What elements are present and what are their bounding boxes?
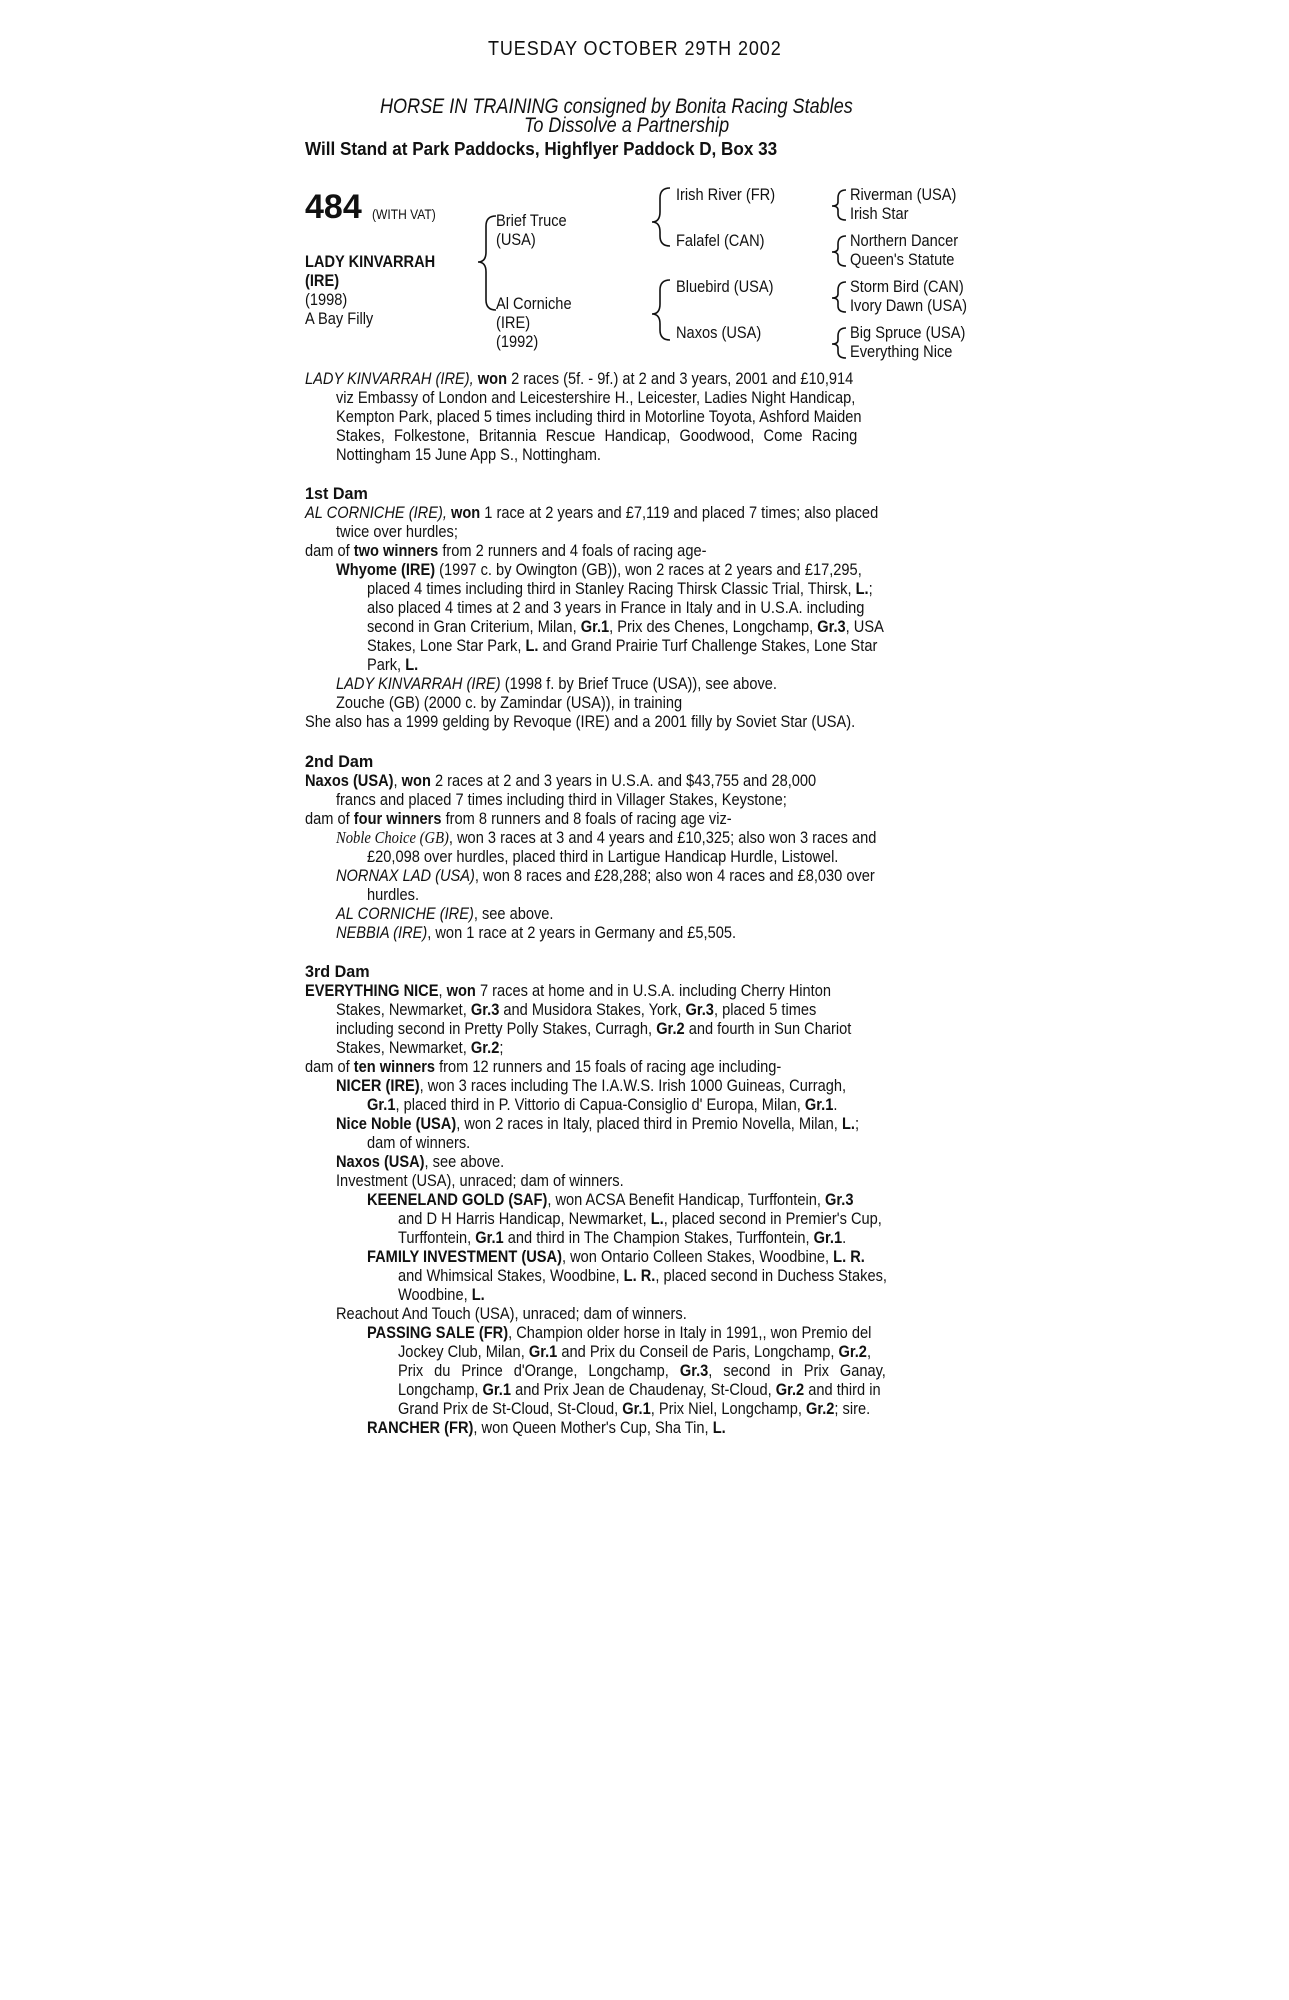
pedigree-gen2-2: Falafel (CAN) bbox=[676, 231, 765, 250]
second-dam-text-1: 2 races at 2 and 3 years in U.S.A. and $43,755 and 28,000 bbox=[434, 771, 817, 790]
whyome-name: Whyome (IRE) bbox=[336, 560, 436, 579]
whyome-listed-1: L. bbox=[855, 579, 869, 598]
ps-4e: and third in bbox=[808, 1380, 881, 1399]
td-3b: Gr.2 bbox=[656, 1019, 685, 1038]
passing-sale-line-5 bbox=[398, 1399, 870, 1418]
nice-noble-text-1: , won 2 races in Italy, placed third in Premio Novella, Milan, bbox=[456, 1114, 838, 1133]
third-dam-won: won bbox=[446, 981, 476, 1000]
third-dam-title: 3rd Dam bbox=[305, 962, 370, 981]
ps-3a: Prix du Prince d'Orange, Longchamp, bbox=[398, 1361, 669, 1380]
third-dam-dam-of: dam of bbox=[305, 1057, 350, 1076]
td-4b: Gr.2 bbox=[470, 1038, 500, 1057]
whyome-punct-1: ; bbox=[868, 579, 873, 598]
ps-4c: and Prix Jean de Chaudenay, St-Cloud, bbox=[515, 1380, 772, 1399]
whyome-text-6a: Park, bbox=[367, 655, 402, 674]
horse-name-suffix: (IRE) bbox=[305, 271, 340, 290]
td-3c: and fourth in Sun Chariot bbox=[688, 1019, 852, 1038]
td-2a: Stakes, Newmarket, bbox=[336, 1000, 467, 1019]
pedigree-gen3-8: Everything Nice bbox=[850, 342, 953, 361]
intro-line-1 bbox=[305, 369, 853, 388]
nebbia-line bbox=[336, 923, 736, 942]
second-dam-name: Naxos (USA) bbox=[305, 771, 394, 790]
fi-2a: and Whimsical Stakes, Woodbine, bbox=[398, 1266, 620, 1285]
ps-2e: , bbox=[866, 1342, 872, 1361]
family-investment-line-1 bbox=[367, 1247, 865, 1266]
second-dam-title: 2nd Dam bbox=[305, 752, 374, 771]
second-dam-line-2: francs and placed 7 times including third in Villager Stakes, Keystone; bbox=[336, 790, 787, 809]
third-dam-winners: ten winners bbox=[353, 1057, 436, 1076]
dam-year: (1992) bbox=[496, 332, 539, 351]
nice-noble-line-1 bbox=[336, 1114, 859, 1133]
passing-sale-name: PASSING SALE (FR) bbox=[367, 1323, 509, 1342]
ps-3c: , second in Prix Ganay, bbox=[708, 1361, 886, 1380]
al-corniche-ref bbox=[336, 904, 553, 923]
consignment-line: HORSE IN TRAINING consigned by Bonita Racing Stables bbox=[380, 95, 853, 118]
nebbia-name: NEBBIA (IRE) bbox=[336, 923, 428, 942]
second-dam-winners: four winners bbox=[353, 809, 442, 828]
td-3a: including second in Pretty Polly Stakes, Curragh, bbox=[336, 1019, 653, 1038]
td-2c: and Musidora Stakes, York, bbox=[503, 1000, 682, 1019]
ps-5e: ; sire. bbox=[834, 1399, 871, 1418]
first-dam-produce-text: from 2 runners and 4 foals of racing age- bbox=[442, 541, 707, 560]
fi-1b: L. R. bbox=[833, 1247, 865, 1266]
kg-1a: , won ACSA Benefit Handicap, Turffontein, bbox=[547, 1190, 821, 1209]
third-dam-produce-text: from 12 runners and 15 foals of racing age including- bbox=[439, 1057, 782, 1076]
passing-sale-line-4 bbox=[398, 1380, 881, 1399]
td-2e: , placed 5 times bbox=[713, 1000, 817, 1019]
partnership-line: To Dissolve a Partnership bbox=[524, 114, 730, 137]
second-dam-dam-of: dam of bbox=[305, 809, 350, 828]
fi-3b: L. bbox=[471, 1285, 485, 1304]
nicer-gr1-b: Gr.1 bbox=[804, 1095, 834, 1114]
second-dam-line-1: Naxos (USA), won 2 races at 2 and 3 years in U.S.A. and $43,755 and 28,000 bbox=[305, 771, 817, 790]
kg-2a: and D H Harris Handicap, Newmarket, bbox=[398, 1209, 647, 1228]
intro-won: won bbox=[477, 369, 508, 388]
ps-5d: Gr.2 bbox=[805, 1399, 835, 1418]
third-dam-line-1: EVERYTHING NICE, won 7 races at home and in U.S.A. including Cherry Hinton bbox=[305, 981, 832, 1000]
rancher-line bbox=[367, 1418, 726, 1437]
pedigree-gen2-3: Bluebird (USA) bbox=[676, 277, 774, 296]
rancher-text: , won Queen Mother's Cup, Sha Tin, bbox=[473, 1418, 709, 1437]
pedigree-gen3-5: Storm Bird (CAN) bbox=[850, 277, 964, 296]
whyome-listed-2: L. bbox=[525, 636, 539, 655]
fi-2b: L. R. bbox=[623, 1266, 656, 1285]
pedigree-gen3-1: Riverman (USA) bbox=[850, 185, 957, 204]
nice-noble-listed: L. bbox=[841, 1114, 855, 1133]
ps-1: , Champion older horse in Italy in 1991,, won Premio del bbox=[508, 1323, 872, 1342]
fi-2c: , placed second in Duchess Stakes, bbox=[655, 1266, 887, 1285]
whyome-listed-3: L. bbox=[405, 655, 419, 674]
kg-3d: Gr.1 bbox=[813, 1228, 843, 1247]
ps-2d: Gr.2 bbox=[838, 1342, 867, 1361]
pedigree-gen3-7: Big Spruce (USA) bbox=[850, 323, 966, 342]
pedigree-gen3-6: Ivory Dawn (USA) bbox=[850, 296, 967, 315]
intro-line-2: viz Embassy of London and Leicestershire H., Leicester, Ladies Night Handicap, bbox=[336, 388, 856, 407]
first-dam-dam-of: dam of bbox=[305, 541, 350, 560]
kg-3a: Turffontein, bbox=[398, 1228, 472, 1247]
whyome-text-4c: , Prix des Chenes, Longchamp, bbox=[609, 617, 814, 636]
alc-rest: , see above. bbox=[473, 904, 554, 923]
third-dam-line-4 bbox=[336, 1038, 503, 1057]
ps-4a: Longchamp, bbox=[398, 1380, 479, 1399]
horse-name: LADY KINVARRAH bbox=[305, 252, 436, 271]
lk-name: LADY KINVARRAH (IRE) bbox=[336, 674, 501, 693]
passing-sale-line-1 bbox=[367, 1323, 871, 1342]
nebbia-rest: , won 1 race at 2 years in Germany and £5,505. bbox=[427, 923, 737, 942]
intro-horse-name: LADY KINVARRAH (IRE), bbox=[305, 369, 474, 388]
second-dam-produce bbox=[305, 809, 732, 828]
ps-5b: Gr.1 bbox=[622, 1399, 651, 1418]
passing-sale-line-3 bbox=[398, 1361, 886, 1380]
nicer-text-1: , won 3 races including The I.A.W.S. Irish 1000 Guineas, Curragh, bbox=[419, 1076, 847, 1095]
whyome-line-1 bbox=[336, 560, 862, 579]
kg-3e: . bbox=[842, 1228, 847, 1247]
sire-country: (USA) bbox=[496, 230, 536, 249]
kg-3b: Gr.1 bbox=[475, 1228, 504, 1247]
third-dam-name: EVERYTHING NICE bbox=[305, 981, 439, 1000]
reachout-line: Reachout And Touch (USA), unraced; dam of winners. bbox=[336, 1304, 687, 1323]
family-investment-line-3 bbox=[398, 1285, 485, 1304]
third-dam-produce bbox=[305, 1057, 781, 1076]
first-dam-name: AL CORNICHE (IRE), bbox=[305, 503, 447, 522]
nicer-name: NICER (IRE) bbox=[336, 1076, 420, 1095]
ps-5c: , Prix Niel, Longchamp, bbox=[650, 1399, 802, 1418]
pedigree-gen2-1: Irish River (FR) bbox=[676, 185, 776, 204]
first-dam-title: 1st Dam bbox=[305, 484, 368, 503]
dam-name: Al Corniche bbox=[496, 294, 572, 313]
whyome-line-4 bbox=[367, 617, 884, 636]
noble-choice-text-1: , won 3 races at 3 and 4 years and £10,325; also won 3 races and bbox=[448, 828, 877, 847]
intro-line-4: Stakes, Folkestone, Britannia Rescue Handicap, Goodwood, Come Racing bbox=[336, 426, 858, 445]
first-dam-line-2: twice over hurdles; bbox=[336, 522, 458, 541]
keeneland-line-1 bbox=[367, 1190, 853, 1209]
nornax-line-2: hurdles. bbox=[367, 885, 420, 904]
fi-1a: , won Ontario Colleen Stakes, Woodbine, bbox=[561, 1247, 830, 1266]
lk-rest: (1998 f. by Brief Truce (USA)), see above. bbox=[504, 674, 777, 693]
td-2b: Gr.3 bbox=[470, 1000, 500, 1019]
whyome-line-6 bbox=[367, 655, 418, 674]
whyome-line-5 bbox=[367, 636, 877, 655]
ps-4d: Gr.2 bbox=[775, 1380, 805, 1399]
nicer-gr1-a: Gr.1 bbox=[367, 1095, 396, 1114]
td-2d: Gr.3 bbox=[685, 1000, 714, 1019]
third-dam-line-3 bbox=[336, 1019, 851, 1038]
ps-2b: Gr.1 bbox=[528, 1342, 558, 1361]
third-dam-text-1: 7 races at home and in U.S.A. including Cherry Hinton bbox=[479, 981, 832, 1000]
noble-choice-name: Noble Choice (GB) bbox=[336, 828, 449, 847]
zouche-produce: Zouche (GB) (2000 c. by Zamindar (USA)), in training bbox=[336, 693, 683, 712]
vat-note: (WITH VAT) bbox=[372, 206, 436, 222]
naxos-name: Naxos (USA) bbox=[336, 1152, 425, 1171]
third-dam-line-2 bbox=[336, 1000, 816, 1019]
first-dam-won: won bbox=[450, 503, 481, 522]
family-investment-line-2 bbox=[398, 1266, 887, 1285]
nice-noble-line-2: dam of winners. bbox=[367, 1133, 471, 1152]
ps-3b: Gr.3 bbox=[679, 1361, 709, 1380]
whyome-gr1: Gr.1 bbox=[580, 617, 610, 636]
nicer-text-2: , placed third in P. Vittorio di Capua-Consiglio d' Europa, Milan, bbox=[395, 1095, 801, 1114]
first-dam-winners: two winners bbox=[353, 541, 439, 560]
whyome-text-4e: , USA bbox=[845, 617, 884, 636]
pedigree-gen3-3: Northern Dancer bbox=[850, 231, 959, 250]
nornax-text-1: , won 8 races and £28,288; also won 4 races and £8,030 over bbox=[474, 866, 875, 885]
intro-text-1: 2 races (5f. - 9f.) at 2 and 3 years, 2001 and £10,914 bbox=[511, 369, 854, 388]
first-dam-also: She also has a 1999 gelding by Revoque (IRE) and a 2001 filly by Soviet Star (USA). bbox=[305, 712, 856, 731]
first-dam-produce bbox=[305, 541, 706, 560]
td-4c: ; bbox=[499, 1038, 504, 1057]
whyome-text-5c: and Grand Prairie Turf Challenge Stakes, Lone Star bbox=[542, 636, 878, 655]
rancher-listed: L. bbox=[712, 1418, 726, 1437]
stand-line: Will Stand at Park Paddocks, Highflyer Paddock D, Box 33 bbox=[305, 139, 778, 159]
nice-noble-punct: ; bbox=[854, 1114, 860, 1133]
nornax-name: NORNAX LAD (USA) bbox=[336, 866, 475, 885]
pedigree-gen2-4: Naxos (USA) bbox=[676, 323, 762, 342]
intro-line-3: Kempton Park, placed 5 times including third in Motorline Toyota, Ashford Maiden bbox=[336, 407, 862, 426]
noble-choice-line-2: £20,098 over hurdles, placed third in Lartigue Handicap Hurdle, Listowel. bbox=[367, 847, 839, 866]
whyome-line-2 bbox=[367, 579, 873, 598]
td-4a: Stakes, Newmarket, bbox=[336, 1038, 467, 1057]
rancher-name: RANCHER (FR) bbox=[367, 1418, 474, 1437]
kg-2b: L. bbox=[650, 1209, 664, 1228]
keeneland-name: KEENELAND GOLD (SAF) bbox=[367, 1190, 548, 1209]
whyome-text-4a: second in Gran Criterium, Milan, bbox=[367, 617, 577, 636]
foaling-year: (1998) bbox=[305, 290, 348, 309]
kg-1b: Gr.3 bbox=[825, 1190, 854, 1209]
first-dam-text-1: 1 race at 2 years and £7,119 and placed 7 times; also placed bbox=[484, 503, 879, 522]
nornax-line-1 bbox=[336, 866, 875, 885]
keeneland-line-3 bbox=[398, 1228, 846, 1247]
ps-2c: and Prix du Conseil de Paris, Longchamp, bbox=[561, 1342, 835, 1361]
ps-5a: Grand Prix de St-Cloud, St-Cloud, bbox=[398, 1399, 619, 1418]
kg-3c: and third in The Champion Stakes, Turffontein, bbox=[507, 1228, 810, 1247]
whyome-text-5a: Stakes, Lone Star Park, bbox=[367, 636, 522, 655]
nicer-line-1 bbox=[336, 1076, 846, 1095]
ps-2a: Jockey Club, Milan, bbox=[398, 1342, 525, 1361]
naxos-rest: , see above. bbox=[424, 1152, 505, 1171]
lot-number: 484 bbox=[305, 188, 362, 226]
sale-date: TUESDAY OCTOBER 29TH 2002 bbox=[488, 38, 782, 60]
pedigree-braces bbox=[0, 0, 1289, 380]
nicer-line-2 bbox=[367, 1095, 837, 1114]
pedigree-gen3-2: Irish Star bbox=[850, 204, 909, 223]
passing-sale-line-2 bbox=[398, 1342, 871, 1361]
noble-choice-line-1 bbox=[336, 828, 876, 847]
alc-name: AL CORNICHE (IRE) bbox=[336, 904, 474, 923]
whyome-line-3: also placed 4 times at 2 and 3 years in France in Italy and in U.S.A. including bbox=[367, 598, 865, 617]
fi-3a: Woodbine, bbox=[398, 1285, 468, 1304]
first-dam-line-1 bbox=[305, 503, 878, 522]
pedigree-gen3-4: Queen's Statute bbox=[850, 250, 955, 269]
investment-line: Investment (USA), unraced; dam of winners. bbox=[336, 1171, 624, 1190]
nicer-punct: . bbox=[833, 1095, 838, 1114]
horse-description: A Bay Filly bbox=[305, 309, 374, 328]
nice-noble-name: Nice Noble (USA) bbox=[336, 1114, 457, 1133]
second-dam-won: won bbox=[401, 771, 431, 790]
kg-2c: , placed second in Premier's Cup, bbox=[663, 1209, 882, 1228]
sire-name: Brief Truce bbox=[496, 211, 567, 230]
naxos-ref bbox=[336, 1152, 504, 1171]
whyome-text-2: placed 4 times including third in Stanley Racing Thirsk Classic Trial, Thirsk, bbox=[367, 579, 852, 598]
ps-4b: Gr.1 bbox=[482, 1380, 512, 1399]
second-dam-produce-text: from 8 runners and 8 foals of racing age viz- bbox=[445, 809, 732, 828]
lady-kinvarrah-produce bbox=[336, 674, 777, 693]
family-investment-name: FAMILY INVESTMENT (USA) bbox=[367, 1247, 562, 1266]
intro-line-5: Nottingham 15 June App S., Nottingham. bbox=[336, 445, 601, 464]
whyome-gr3: Gr.3 bbox=[817, 617, 846, 636]
whyome-text-1: (1997 c. by Owington (GB)), won 2 races at 2 years and £17,295, bbox=[439, 560, 862, 579]
dam-country: (IRE) bbox=[496, 313, 531, 332]
keeneland-line-2 bbox=[398, 1209, 882, 1228]
